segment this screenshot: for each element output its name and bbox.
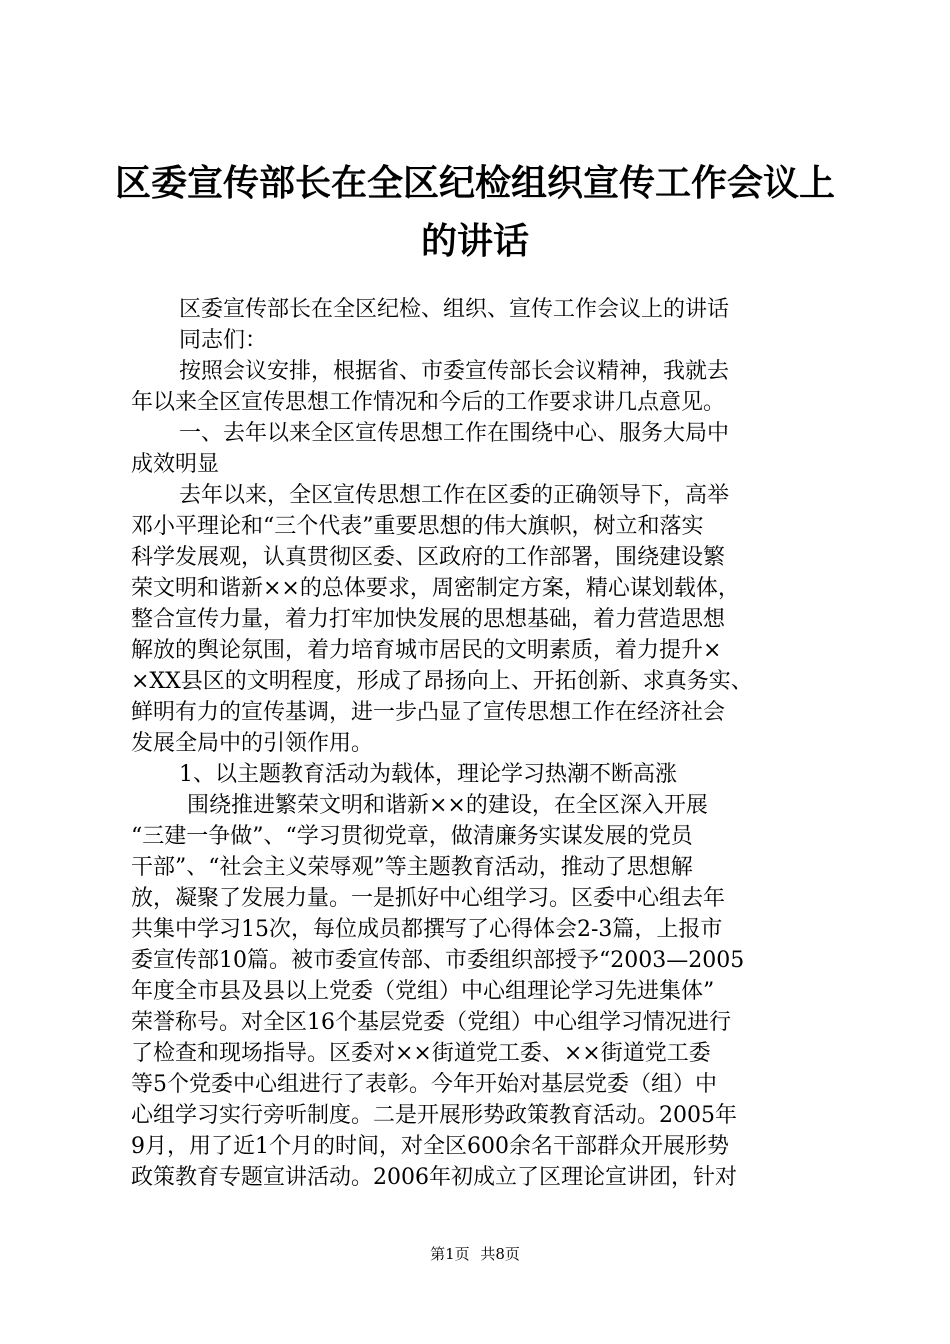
body-line: 9月，用了近1个月的时间，对全区600余名干部群众开展形势 — [131, 1134, 729, 1159]
body-line: 围绕推进繁荣文明和谐新××的建设，在全区深入开展 — [187, 793, 708, 818]
body-line: 荣誉称号。对全区16个基层党委（党组）中心组学习情况进行 — [131, 1010, 731, 1035]
page-total: 共8页 — [480, 1245, 520, 1263]
body-line: 政策教育专题宣讲活动。2006年初成立了区理论宣讲团，针对 — [131, 1165, 737, 1190]
body-line: “三建一争做”、“学习贯彻党章，做清廉务实谋发展的党员 — [131, 824, 693, 849]
body-line: 1、以主题教育活动为载体，理论学习热潮不断高涨 — [179, 762, 677, 787]
body-line: 了检查和现场指导。区委对××街道党工委、××街道党工委 — [131, 1041, 711, 1066]
body-line: 共集中学习15次，每位成员都撰写了心得体会2-3篇，上报市 — [131, 917, 723, 942]
body-line: 区委宣传部长在全区纪检、组织、宣传工作会议上的讲话 — [179, 297, 730, 322]
document-title-line-2: 的讲话 — [420, 221, 529, 262]
body-line: 发展全局中的引领作用。 — [131, 731, 374, 756]
document-body — [131, 294, 851, 1193]
body-line: 科学发展观，认真贯彻区委、区政府的工作部署，围绕建设繁 — [131, 545, 726, 570]
body-line: 干部”、“社会主义荣辱观”等主题教育活动，推动了思想解 — [131, 855, 693, 880]
body-line: 心组学习实行旁听制度。二是开展形势政策教育活动。2005年 — [131, 1103, 737, 1128]
body-line: 鲜明有力的宣传基调，进一步凸显了宣传思想工作在经济社会 — [131, 700, 726, 725]
body-line: 等5个党委中心组进行了表彰。今年开始对基层党委（组）中 — [131, 1072, 717, 1097]
body-line: 年度全市县及县以上党委（党组）中心组理论学习先进集体” — [131, 979, 715, 1004]
body-line: 按照会议安排，根据省、市委宣传部长会议精神，我就去 — [179, 359, 730, 384]
page-number: 第1页 — [430, 1245, 470, 1263]
page-footer — [0, 1244, 950, 1264]
body-line: 邓小平理论和“三个代表”重要思想的伟大旗帜，树立和落实 — [131, 514, 704, 539]
body-line: 放，凝聚了发展力量。一是抓好中心组学习。区委中心组去年 — [131, 886, 726, 911]
body-line: 荣文明和谐新××的总体要求，周密制定方案，精心谋划载体， — [131, 576, 740, 601]
body-line: 成效明显 — [131, 452, 220, 477]
body-line: 委宣传部10篇。被市委宣传部、市委组织部授予“2003—2005 — [131, 948, 745, 973]
body-line: 同志们： — [179, 328, 268, 353]
body-line: ×XX县区的文明程度，形成了昂扬向上、开拓创新、求真务实、 — [131, 669, 753, 694]
body-line: 去年以来，全区宣传思想工作在区委的正确领导下，高举 — [179, 483, 730, 508]
document-title-line-1: 区委宣传部长在全区纪检组织宣传工作会议上 — [114, 163, 835, 204]
body-line: 年以来全区宣传思想工作情况和今后的工作要求讲几点意见。 — [131, 390, 726, 415]
body-line: 整合宣传力量，着力打牢加快发展的思想基础，着力营造思想 — [131, 607, 726, 632]
body-line: 解放的舆论氛围，着力培育城市居民的文明素质，着力提升× — [131, 638, 722, 663]
body-line: 一、去年以来全区宣传思想工作在围绕中心、服务大局中 — [179, 421, 730, 446]
